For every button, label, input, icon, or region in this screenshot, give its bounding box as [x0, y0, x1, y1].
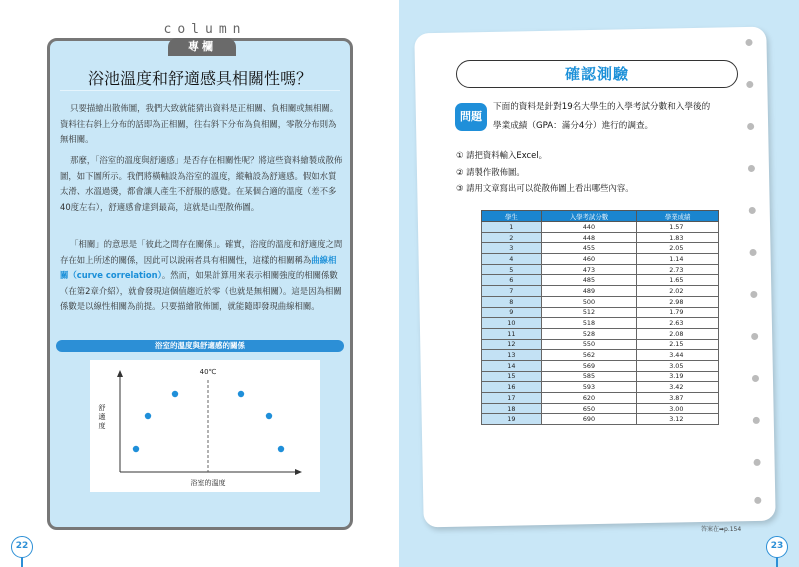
table-row — [482, 307, 719, 318]
task-item: ② 請製作散佈圖。 — [456, 166, 525, 177]
cell-exam-score: 460 — [541, 254, 637, 265]
scatter-dot — [133, 446, 139, 452]
cell-exam-score: 585 — [541, 371, 637, 382]
page-number-right: 23 — [766, 536, 788, 558]
cell-exam-score: 448 — [541, 232, 637, 243]
table-row — [482, 318, 719, 329]
cell-student: 11 — [482, 328, 542, 339]
table-row — [482, 393, 719, 404]
cell-student: 2 — [482, 232, 542, 243]
cell-gpa: 3.12 — [637, 414, 719, 425]
paragraph-3 — [60, 237, 344, 315]
table-row — [482, 360, 719, 371]
binder-hole — [752, 375, 759, 382]
paragraph-3-before: 「相關」的意思是「彼此之間存在關係」。確實，浴度的溫度和舒適度之間存在如上所述的關係，因此可以說兩者具有相關性，這樣的相關稱為 — [60, 239, 343, 265]
table-row — [482, 222, 719, 233]
x-axis-arrow — [295, 469, 302, 475]
section-title: 確認測驗 — [456, 60, 738, 88]
cell-student: 12 — [482, 339, 542, 350]
cell-gpa: 1.83 — [637, 232, 719, 243]
table-row — [482, 232, 719, 243]
page-number-left: 22 — [11, 536, 33, 558]
cell-exam-score: 562 — [541, 350, 637, 361]
column-title: 浴池溫度和舒適感具相關性嗎？ — [87, 69, 312, 88]
question-line-2: 學業成績（GPA：滿分4分）進行的調查。 — [493, 121, 654, 131]
cell-gpa: 3.05 — [637, 360, 719, 371]
paragraph-1-text: 只要描繪出散佈圖，我們大致就能猜出資料是正相關、負相關或無相關。資料往右斜上分布的話即為正相關，往右斜下分布為負相關，零散分布則為無相關。 — [60, 103, 339, 144]
table-row — [482, 403, 719, 414]
answer-reference: 答案在➡p.154 — [701, 526, 742, 533]
binder-hole — [751, 333, 758, 340]
cell-student: 1 — [482, 222, 542, 233]
curve-correlation-term: 曲線相關（curve correlation） — [60, 254, 337, 280]
table-row — [482, 296, 719, 307]
scatter-dot — [172, 391, 178, 397]
cell-gpa: 3.00 — [637, 403, 719, 414]
scatter-dot — [145, 413, 151, 419]
question-badge: 問題 — [455, 103, 487, 131]
y-label-char-1: 舒 — [98, 404, 106, 412]
cell-exam-score: 440 — [541, 222, 637, 233]
table-header-row — [482, 211, 719, 222]
cell-student: 4 — [482, 254, 542, 265]
scatter-svg — [90, 360, 320, 492]
scatter-dot — [238, 391, 244, 397]
cell-gpa: 2.08 — [637, 328, 719, 339]
binder-hole — [746, 81, 753, 88]
binder-hole — [754, 497, 761, 504]
figure-banner: 浴室的溫度與舒適感的關係 — [56, 340, 344, 352]
cell-student: 15 — [482, 371, 542, 382]
cell-exam-score: 593 — [541, 382, 637, 393]
cell-student: 16 — [482, 382, 542, 393]
column-tab: 專欄 — [168, 38, 236, 56]
task-list — [456, 147, 756, 197]
cell-exam-score: 690 — [541, 414, 637, 425]
table-row — [482, 264, 719, 275]
cell-exam-score: 455 — [541, 243, 637, 254]
cell-gpa: 2.98 — [637, 296, 719, 307]
table-row — [482, 371, 719, 382]
data-table — [481, 210, 719, 425]
paragraph-2-text: 那麼，「浴室的溫度與舒適感」是否存在相關性呢？將這些資料繪製成散佈圖，如下圖所示。我們將橫軸設為浴室的溫度，縱軸設為舒適感。假如水質太滑、水溫過燙，都會讓人產生不舒服的感覺。在某個合適的溫度（差不多40度左右），舒適感會達到最高，這就是山型散佈圖。 — [60, 155, 343, 212]
cell-gpa: 3.44 — [637, 350, 719, 361]
header-exam-score: 入學考試分數 — [541, 211, 637, 222]
binder-hole — [749, 249, 756, 256]
peak-label: 40℃ — [199, 368, 217, 376]
cell-exam-score: 485 — [541, 275, 637, 286]
cell-exam-score: 473 — [541, 264, 637, 275]
paragraph-2 — [60, 153, 344, 215]
paragraph-3-after: 。然而，如果計算用來表示相關強度的相關係數（在第2章介紹），就會發現這個值趨近於零（也就是無相關）。這是因為相關係數是以線性相關為前提。只要描繪散佈圖，就能隨即發現曲線相關。 — [60, 270, 342, 311]
scatter-figure — [90, 360, 320, 492]
cell-gpa: 2.73 — [637, 264, 719, 275]
table-row — [482, 350, 719, 361]
cell-gpa: 2.02 — [637, 286, 719, 297]
table-row — [482, 243, 719, 254]
cell-exam-score: 569 — [541, 360, 637, 371]
cell-student: 10 — [482, 318, 542, 329]
cell-gpa: 2.63 — [637, 318, 719, 329]
scatter-dot — [266, 413, 272, 419]
scatter-dot — [278, 446, 284, 452]
cell-gpa: 1.57 — [637, 222, 719, 233]
x-label: 浴室的溫度 — [190, 479, 226, 487]
cell-student: 9 — [482, 307, 542, 318]
cell-student: 5 — [482, 264, 542, 275]
binder-hole — [754, 459, 761, 466]
cell-student: 13 — [482, 350, 542, 361]
cell-exam-score: 512 — [541, 307, 637, 318]
header-student: 學生 — [482, 211, 542, 222]
y-axis-arrow — [117, 370, 123, 377]
cell-student: 17 — [482, 393, 542, 404]
title-divider — [60, 90, 340, 91]
cell-student: 3 — [482, 243, 542, 254]
cell-gpa: 3.19 — [637, 371, 719, 382]
cell-gpa: 2.05 — [637, 243, 719, 254]
cell-exam-score: 650 — [541, 403, 637, 414]
cell-gpa: 3.87 — [637, 393, 719, 404]
cell-exam-score: 518 — [541, 318, 637, 329]
paragraph-1 — [60, 101, 344, 148]
cell-exam-score: 550 — [541, 339, 637, 350]
question-text — [493, 98, 763, 136]
table-row — [482, 414, 719, 425]
binder-hole — [750, 291, 757, 298]
cell-exam-score: 528 — [541, 328, 637, 339]
cell-student: 8 — [482, 296, 542, 307]
table-row — [482, 254, 719, 265]
task-item: ③ 請用文章寫出可以從散佈圖上看出哪些內容。 — [456, 183, 634, 193]
cell-student: 19 — [482, 414, 542, 425]
table-row — [482, 339, 719, 350]
task-item: ① 請把資料輸入Excel。 — [456, 150, 547, 160]
table-row — [482, 328, 719, 339]
table-row — [482, 286, 719, 297]
column-kicker: column — [163, 22, 247, 37]
page-number-tick-right — [776, 557, 778, 567]
cell-student: 18 — [482, 403, 542, 414]
binder-hole — [745, 39, 752, 46]
table-body — [482, 222, 719, 425]
table-row — [482, 382, 719, 393]
y-label-char-3: 度 — [98, 422, 106, 430]
header-gpa: 學業成績 — [637, 211, 719, 222]
cell-student: 7 — [482, 286, 542, 297]
cell-student: 14 — [482, 360, 542, 371]
y-label-char-2: 適 — [98, 413, 106, 421]
cell-gpa: 2.15 — [637, 339, 719, 350]
cell-exam-score: 620 — [541, 393, 637, 404]
table-row — [482, 275, 719, 286]
binder-hole — [749, 207, 756, 214]
cell-gpa: 1.65 — [637, 275, 719, 286]
cell-gpa: 1.14 — [637, 254, 719, 265]
binder-hole — [753, 417, 760, 424]
cell-exam-score: 500 — [541, 296, 637, 307]
cell-gpa: 1.79 — [637, 307, 719, 318]
page-number-tick-left — [21, 557, 23, 567]
question-line-1: 下面的資料是針對19名大學生的入學考試分數和入學後的 — [493, 102, 711, 112]
cell-student: 6 — [482, 275, 542, 286]
cell-gpa: 3.42 — [637, 382, 719, 393]
cell-exam-score: 489 — [541, 286, 637, 297]
